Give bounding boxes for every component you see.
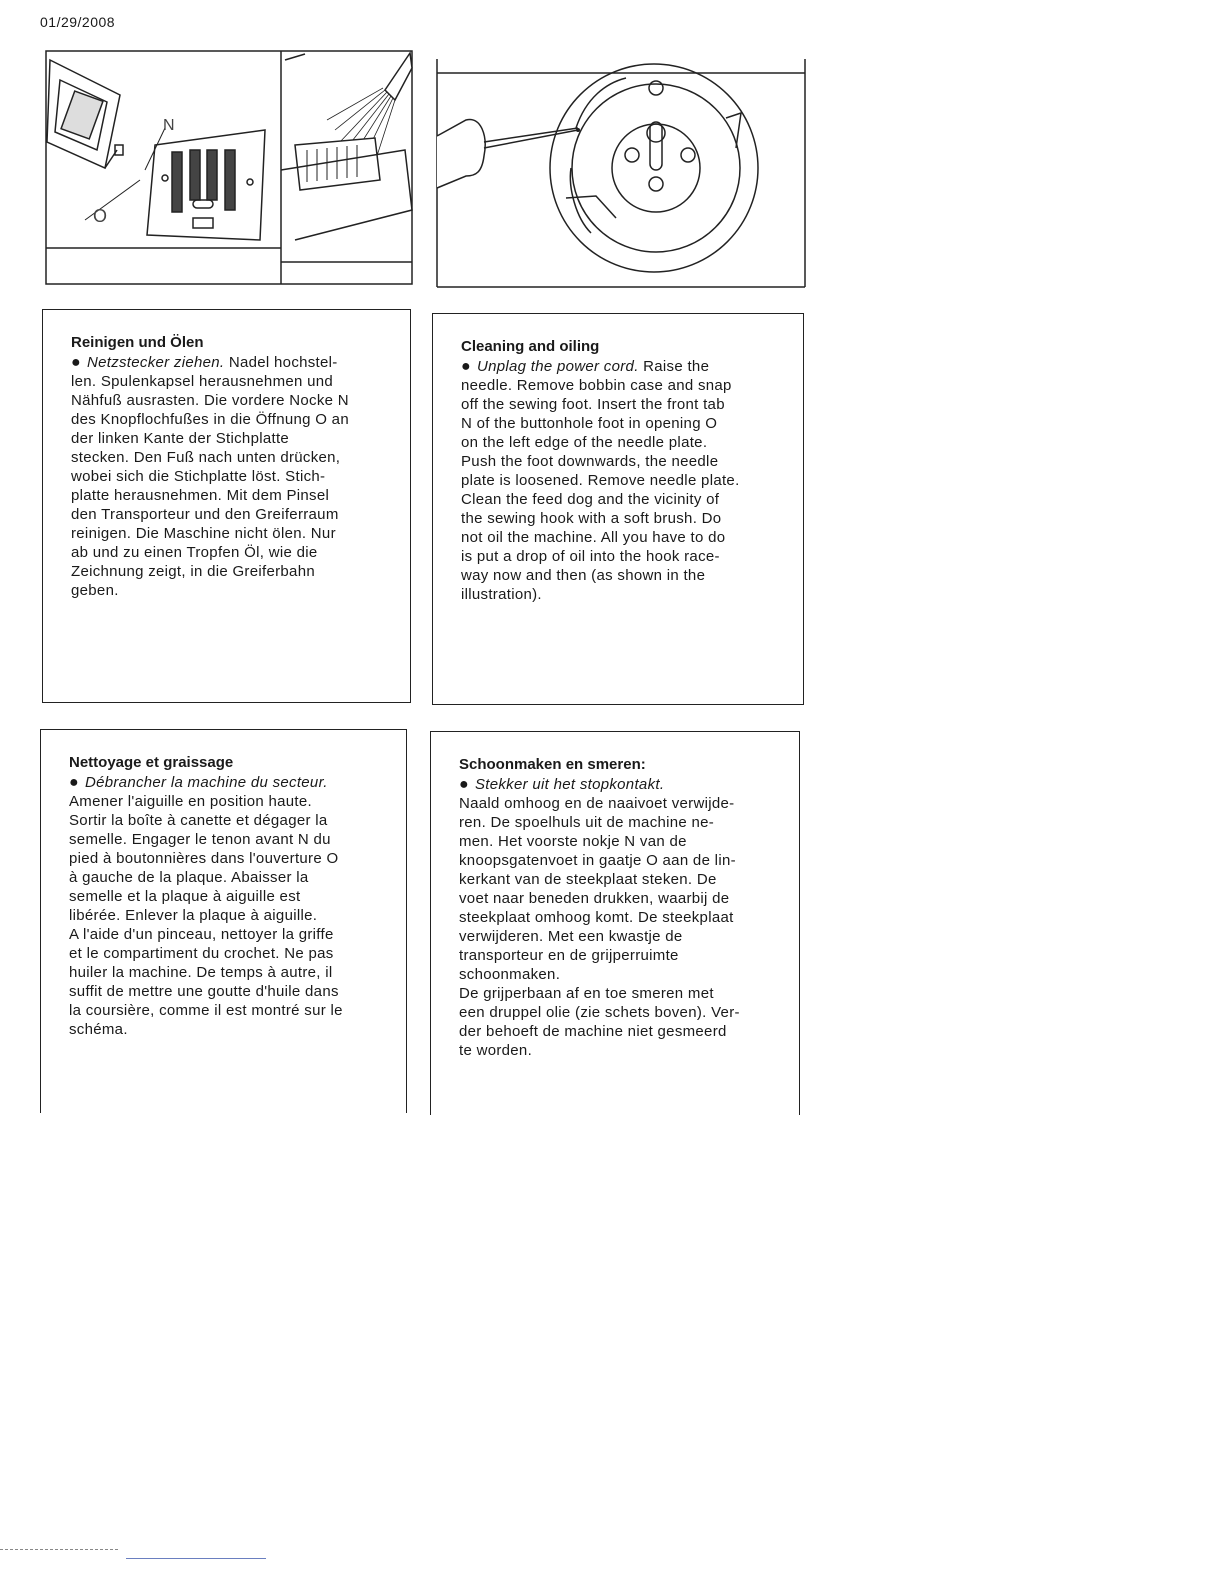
body-line: A l'aide d'un pinceau, nettoyer la griffe — [69, 926, 334, 943]
body-line: ab und zu einen Tropfen Öl, wie die — [71, 544, 318, 561]
body-line: een druppel olie (zie schets boven). Ver- — [459, 1004, 740, 1021]
warning-text: Netzstecker ziehen. — [86, 354, 225, 371]
needle-plate-drawing — [45, 50, 413, 286]
section-german — [42, 309, 411, 703]
body-line: De grijperbaan af en toe smeren met — [459, 985, 714, 1002]
section-title: Nettoyage et graissage — [69, 754, 234, 771]
body-line: Zeichnung zeigt, in die Greiferbahn — [71, 563, 315, 580]
body-line: ren. De spoelhuls uit de machine ne- — [459, 814, 715, 831]
body-line: Clean the feed dog and the vicinity of — [461, 491, 720, 508]
body-line: on the left edge of the needle plate. — [461, 434, 708, 451]
bullet-icon: ● — [459, 776, 469, 793]
body-line: Nähfuß ausrasten. Die vordere Nocke N — [71, 392, 349, 409]
section-dutch — [430, 731, 800, 1115]
body-line: den Transporteur und den Greiferraum — [71, 506, 339, 523]
bullet-icon: ● — [71, 354, 81, 371]
body-line: len. Spulenkapsel herausnehmen und — [71, 373, 334, 390]
body-line: way now and then (as shown in the — [461, 567, 706, 584]
body-line: semelle et la plaque à aiguille est — [69, 888, 301, 905]
body-line: à gauche de la plaque. Abaisser la — [69, 869, 309, 886]
body-line: schéma. — [69, 1021, 128, 1038]
body-line: is put a drop of oil into the hook race- — [461, 548, 720, 565]
section-body — [69, 773, 399, 1039]
footer-rule-right — [126, 1558, 266, 1559]
bullet-icon: ● — [461, 358, 471, 375]
body-line: Nadel hochstel- — [228, 354, 338, 371]
needle-plate-illustration — [45, 50, 413, 286]
body-line: Amener l'aiguille en position haute. — [69, 793, 312, 810]
body-line: te worden. — [459, 1042, 533, 1059]
body-line: semelle. Engager le tenon avant N du — [69, 831, 331, 848]
section-title: Schoonmaken en smeren: — [459, 756, 646, 773]
body-line: Raise the — [643, 358, 710, 375]
section-title: Cleaning and oiling — [461, 338, 600, 355]
page-date: 01/29/2008 — [40, 14, 116, 30]
body-line: wobei sich die Stichplatte löst. Stich- — [71, 468, 326, 485]
body-line: plate is loosened. Remove needle plate. — [461, 472, 740, 489]
body-line: the sewing hook with a soft brush. Do — [461, 510, 722, 527]
body-line: platte herausnehmen. Mit dem Pinsel — [71, 487, 330, 504]
body-line: voet naar beneden drukken, waarbij de — [459, 890, 730, 907]
body-line: knoopsgatenvoet in gaatje O aan de lin- — [459, 852, 736, 869]
section-body — [459, 775, 799, 1060]
section-body — [71, 353, 401, 600]
body-line: kerkant van de steekplaat steken. De — [459, 871, 717, 888]
section-english — [432, 313, 804, 705]
section-french — [40, 729, 407, 1113]
body-line: geben. — [71, 582, 119, 599]
footer-rule-left — [0, 1549, 118, 1550]
body-line: transporteur en de grijperruimte — [459, 947, 679, 964]
body-line: Sortir la boîte à canette et dégager la — [69, 812, 328, 829]
body-line: not oil the machine. All you have to do — [461, 529, 726, 546]
body-line: Naald omhoog en de naaivoet verwijde- — [459, 795, 735, 812]
body-line: needle. Remove bobbin case and snap — [461, 377, 732, 394]
bullet-icon: ● — [69, 774, 79, 791]
body-line: N of the buttonhole foot in opening O — [461, 415, 718, 432]
hook-oiling-drawing — [436, 58, 806, 288]
section-body — [461, 357, 801, 604]
warning-text: Unplag the power cord. — [476, 358, 639, 375]
body-line: illustration). — [461, 586, 542, 603]
section-title: Reinigen und Ölen — [71, 334, 204, 351]
body-line: der linken Kante der Stichplatte — [71, 430, 290, 447]
label-n: N — [163, 117, 175, 134]
warning-text: Débrancher la machine du secteur. — [84, 774, 328, 791]
body-line: des Knopflochfußes in die Öffnung O an — [71, 411, 349, 428]
body-line: schoonmaken. — [459, 966, 561, 983]
warning-text: Stekker uit het stopkontakt. — [474, 776, 665, 793]
body-line: stecken. Den Fuß nach unten drücken, — [71, 449, 341, 466]
hook-oiling-illustration — [436, 58, 806, 288]
body-line: et le compartiment du crochet. Ne pas — [69, 945, 334, 962]
body-line: off the sewing foot. Insert the front tab — [461, 396, 725, 413]
body-line: reinigen. Die Maschine nicht ölen. Nur — [71, 525, 336, 542]
body-line: la coursière, comme il est montré sur le — [69, 1002, 343, 1019]
body-line: libérée. Enlever la plaque à aiguille. — [69, 907, 318, 924]
body-line: huiler la machine. De temps à autre, il — [69, 964, 333, 981]
label-o: O — [93, 206, 108, 226]
body-line: suffit de mettre une goutte d'huile dans — [69, 983, 339, 1000]
body-line: steekplaat omhoog komt. De steekplaat — [459, 909, 734, 926]
body-line: pied à boutonnières dans l'ouverture O — [69, 850, 339, 867]
body-line: Push the foot downwards, the needle — [461, 453, 719, 470]
body-line: verwijderen. Met een kwastje de — [459, 928, 683, 945]
body-line: der behoeft de machine niet gesmeerd — [459, 1023, 727, 1040]
body-line: men. Het voorste nokje N van de — [459, 833, 687, 850]
